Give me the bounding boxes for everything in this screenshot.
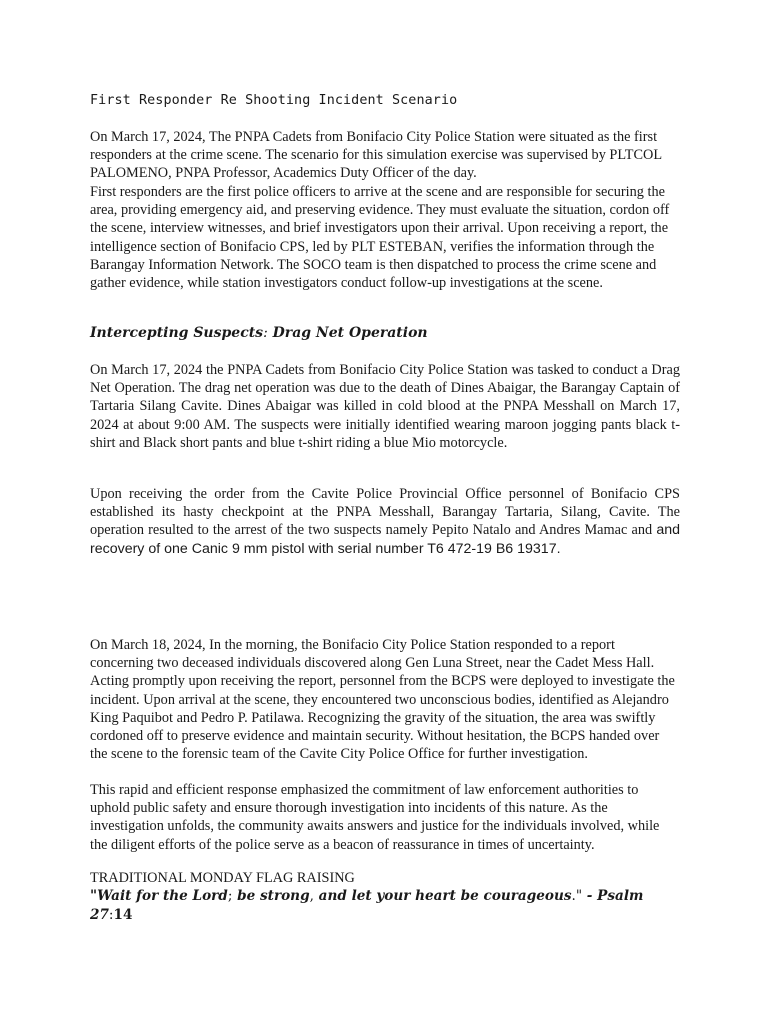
psalm-quote bbox=[90, 887, 650, 924]
drag-net-paragraph-1: On March 17, 2024 the PNPA Cadets from Bonifacio City Police Station was tasked to conduct a Drag Net Operation. The drag net operation was due to the death of Dines Abaigar, the Barangay Captain of Tartaria Silang Cavite. Dines Abaigar was killed in cold blood at the PNPA Messhall on March 17, 2024 at about 9:00 AM. The suspects were initially identified wearing maroon jogging pants black t-shirt and Black short pants and blue t-shirt riding a blue Mio motorcycle. bbox=[90, 362, 680, 451]
quote-part-1: Wait for the Lord bbox=[97, 888, 228, 904]
deceased-report-paragraph-1: On March 18, 2024, In the morning, the Bonifacio City Police Station responded to a report concerning two deceased individuals discovered along Gen Luna Street, near the Cadet Mess Hall. Acting promptly upon receiving the report, personnel from the BCPS were deployed to investigate the incident. Upon arrival at the scene, they encountered two unconscious bodies, identified as Alejandro King Paquibot and Pedro P. Patilawa. Recognizing the gravity of the situation, the area was swiftly cordoned off to preserve evidence and maintain security. Without hesitation, the BCPS handed over the scene to the forensic team of the Cavite City Police Office for further investigation. bbox=[90, 637, 675, 763]
document-title: First Responder Re Shooting Incident Scenario bbox=[90, 93, 458, 108]
quote-open-mark: " bbox=[90, 888, 98, 904]
quote-close-mark: ." bbox=[571, 888, 583, 904]
quote-attribution-colon: : bbox=[108, 906, 114, 923]
first-responder-paragraph-1: On March 17, 2024, The PNPA Cadets from Bonifacio City Police Station were situated as the first responders at the crime scene. The scenario for this simulation exercise was supervised by PLTCOL PALOMENO, PNPA Professor, Academics Duty Officer of the day. bbox=[90, 129, 662, 182]
drag-net-heading-colon: : bbox=[263, 325, 268, 341]
quote-separator-1: ; bbox=[227, 888, 233, 904]
drag-net-heading-main: Intercepting Suspects bbox=[90, 325, 264, 341]
drag-net-paragraph-2-tail: and recovery of one Canic 9 mm pistol with serial number T6 472-19 B6 19317. bbox=[90, 522, 680, 557]
drag-net-heading-sub: Drag Net Operation bbox=[267, 325, 428, 341]
drag-net-heading bbox=[90, 325, 428, 341]
first-responder-paragraph-2: First responders are the first police officers to arrive at the scene and are responsible for securing the area, providing emergency aid, and preserving evidence. They must evaluate the situation, cordon off the scene, interview witnesses, and brief investigators upon their arrival. Upon receiving a report, the intelligence section of Bonifacio CPS, led by PLT ESTEBAN, verifies the information through the Barangay Information Network. The SOCO team is then dispatched to process the crime scene and gather evidence, while station investigators conduct follow-up investigations at the scene. bbox=[90, 184, 670, 292]
drag-net-paragraph-2: Upon receiving the order from the Cavite Police Provincial Office personnel of Bonifacio CPS established its hasty checkpoint at the PNPA Messhall, Barangay Tartaria, Silang, Cavite. The operation resulted to the arrest of the two suspects namely Pepito Natalo and Andres Mamac and bbox=[90, 486, 680, 539]
drag-net-paragraph-2-block bbox=[90, 485, 680, 558]
deceased-report-paragraph-2: This rapid and efficient response emphasized the commitment of law enforcement authorities to uphold public safety and ensure thorough investigation into incidents of this nature. As the investigation unfolds, the community awaits answers and justice for the individuals involved, while the diligent efforts of the police serve as a beacon of reassurance in times of uncertainty. bbox=[90, 782, 660, 853]
quote-separator-2: , bbox=[309, 888, 314, 904]
quote-attribution-verse: 14 bbox=[113, 906, 133, 923]
quote-part-3: and let your heart be courageous bbox=[313, 888, 572, 904]
quote-attribution: - Psalm 27 bbox=[90, 888, 644, 923]
quote-part-2: be strong bbox=[232, 888, 310, 904]
flag-raising-title: TRADITIONAL MONDAY FLAG RAISING bbox=[90, 870, 355, 886]
